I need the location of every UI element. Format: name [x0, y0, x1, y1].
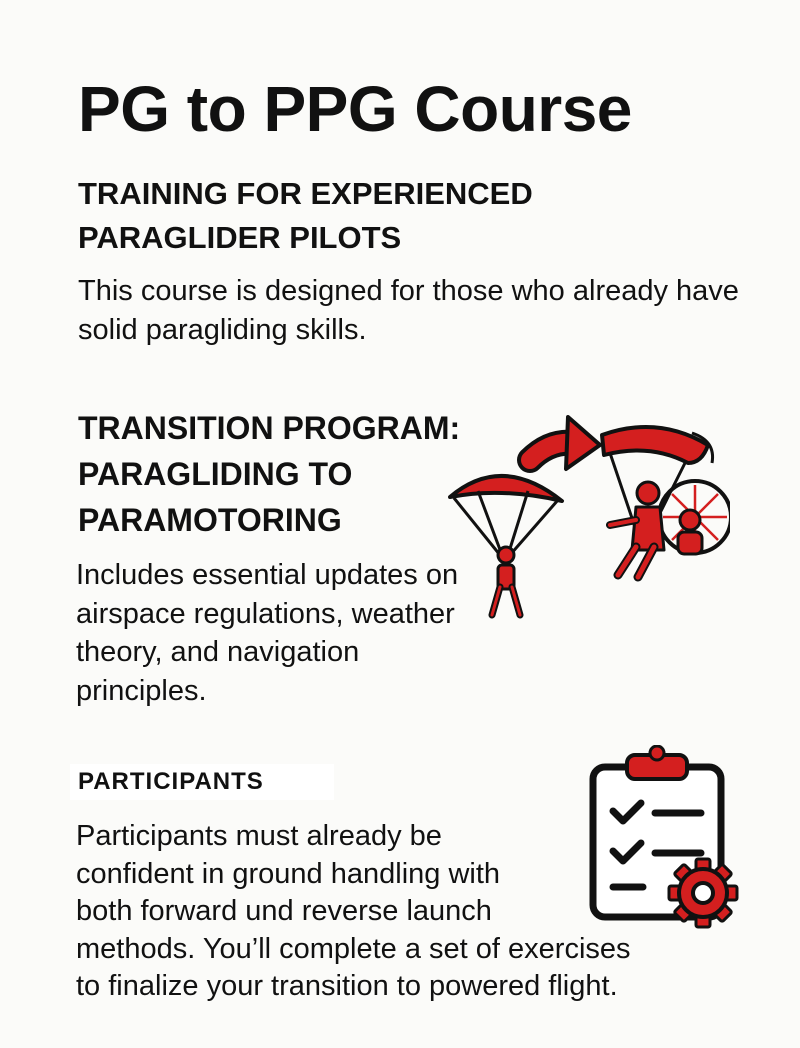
participants-line: Participants must already be — [76, 820, 442, 852]
arrow-right-icon — [530, 417, 600, 469]
page-title: PG to PPG Course — [78, 73, 632, 145]
gear-icon — [669, 859, 737, 927]
transition-body: Includes essential updates on airspace regulations, weather theory, and navigation principles. — [76, 559, 459, 707]
participants-heading: PARTICIPANTS — [70, 764, 334, 800]
paraglider-to-paramotor-icon — [440, 405, 730, 630]
paramotor-icon — [602, 427, 730, 577]
paraglider-icon — [450, 476, 562, 615]
participants-line: to finalize your transition to powered flight. — [76, 970, 618, 1002]
checklist-gear-icon — [585, 745, 745, 930]
intro-text: This course is designed for those who already have solid paragliding skills. — [78, 275, 739, 346]
transition-heading: TRANSITION PROGRAM: PARAGLIDING TO PARAMOTORING — [78, 410, 461, 538]
page-subtitle: TRAINING FOR EXPERIENCED PARAGLIDER PILOTS — [78, 176, 533, 255]
participants-line: both forward und reverse launch — [76, 895, 492, 927]
participants-line: methods. You’ll complete a set of exercises — [76, 932, 631, 965]
participants-line: confident in ground handling with — [76, 857, 501, 890]
